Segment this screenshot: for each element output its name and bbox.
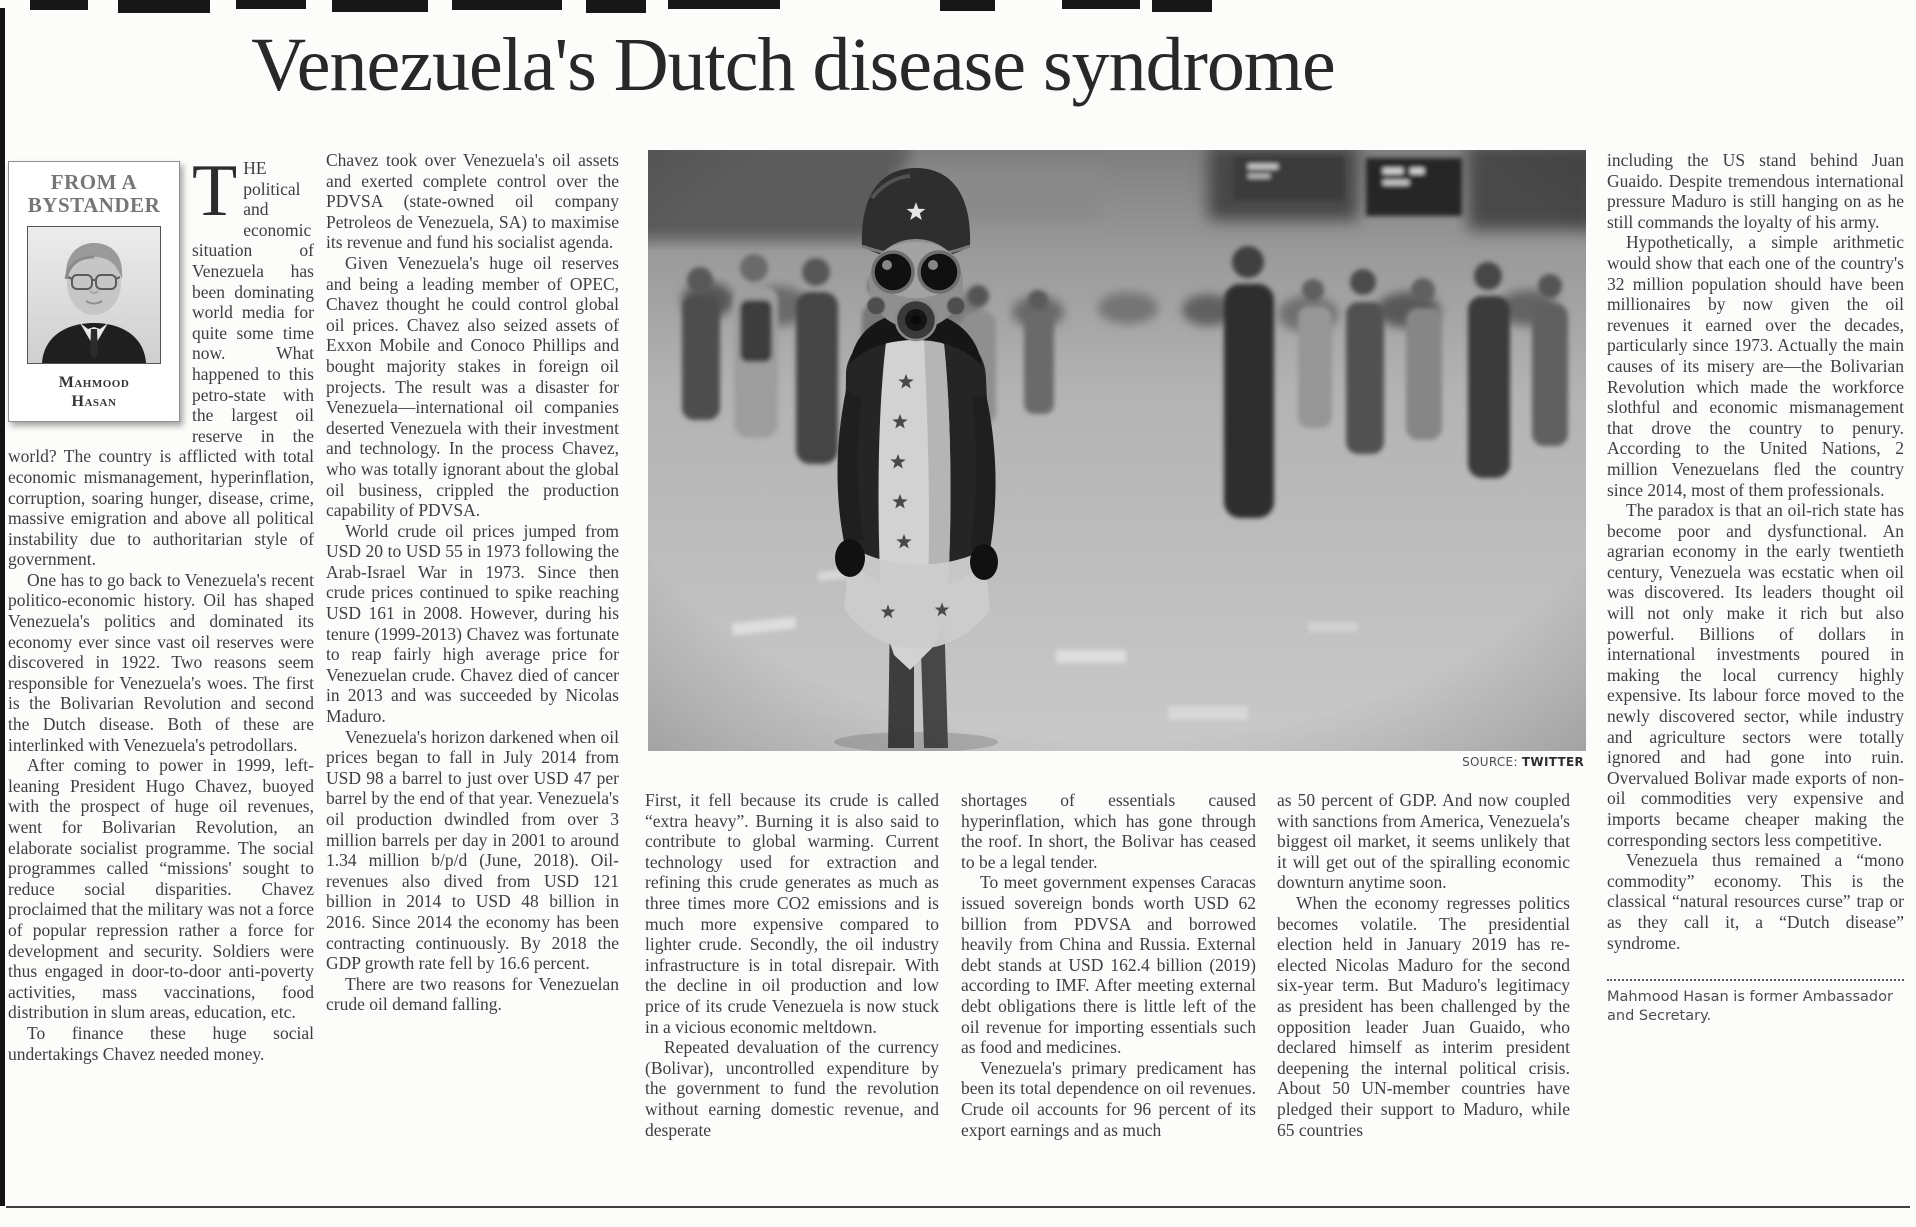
cropped-headline-fragment [332, 0, 428, 12]
column-kicker-line2: BYSTANDER [27, 193, 161, 217]
article-column-2 [326, 150, 619, 1015]
author-name-line1: Mahmood [58, 374, 130, 391]
cropped-headline-fragment [586, 0, 646, 13]
body-paragraph: One has to go back to Venezuela's recent politico-economic history. Oil has shaped Venezuela's politics and dominated its economy ever since vast oil reserves were discovered in 1922. Two reasons seem responsible for Venezuela's woes. The first is the Bolivarian Revolution and second the Dutch disease. Both of these are interlinked with Venezuela's petrodollars. [8, 569, 314, 755]
byline-box [8, 161, 180, 422]
body-paragraph: When the economy regresses politics becomes volatile. The presidential election held in January 2019 has re-elected Nicolas Maduro for the second six-year term. But Maduro's legitimacy as president has been challenged by the opposition leader Juan Guaido, who declared himself as interim president deepening the internal political crisis. About 50 UN-member countries have pledged their support to Maduro, while 65 countries [1277, 892, 1570, 1140]
drop-cap: T [192, 150, 238, 232]
cropped-headline-fragment [1062, 0, 1140, 9]
body-paragraph: First, it fell because its crude is called “extra heavy”. Burning it is also said to contribute to global warming. Current technology used for extraction and refining this crude generates as much as three times more CO2 emissions and is much more expensive compared to lighter crude. Secondly, the oil industry infrastructure is in total disrepair. With the decline in oil production and low price of its crude Venezuela is now stuck in a vicious economic meltdown. [645, 790, 939, 1037]
author-bio: Mahmood Hasan is former Ambassador and Secretary. [1607, 979, 1904, 1026]
body-paragraph: shortages of essentials caused hyperinflation, which has gone through the roof. In short, the Bolivar has ceased to be a legal tender. [961, 790, 1256, 872]
protest-photo-illustration [648, 150, 1586, 751]
protest-photo [648, 150, 1586, 751]
body-paragraph: World crude oil prices jumped from USD 20 to USD 55 in 1973 following the Arab-Israel War in 1973. Since then crude prices continued to spike reaching USD 161 in 2008. However, during his tenure (1999-2013) Chavez was fortunate to reap fairly high average price for Venezuelan crude. Chavez died of cancer in 2013 and was succeeded by Nicolas Maduro. [326, 520, 619, 727]
cropped-headline-fragment [940, 0, 995, 11]
body-paragraph: The paradox is that an oil-rich state has become poor and dysfunctional. An agrarian economy in the early twentieth century, Venezuela was ecstatic when oil was discovered. Its leaders thought oil will not only make it rich but also powerful. Billions of dollars in international investments poured in making the local currency highly expensive. Its labour force moved to the newly discovered sector, while industry and agriculture sectors were totally ignored and had gone into ruin. Overvalued Bolivar made exports of non-oil commodities very expensive and imports became cheaper making the corresponding sectors less competitive. [1607, 500, 1904, 850]
body-paragraph: as 50 percent of GDP. And now coupled with sanctions from America, Venezuela's biggest oil market, it seems unlikely that it will get out of the spiralling economic downturn anytime soon. [1277, 790, 1570, 893]
body-paragraph: Venezuela's primary predicament has been its total dependence on oil revenues. Crude oil accounts for 96 percent of its export earnings and as much [961, 1057, 1256, 1140]
body-paragraph: After coming to power in 1999, left-leaning President Hugo Chavez, buoyed with the prospect of huge oil revenues, went for Bolivarian Revolution, an elaborate socialist programme. The social programmes called “missions' sought to reduce social disparities. Chavez proclaimed that the military was not a force of popular repression rather a force for development and security. Soldiers were thus engaged in door-to-door anti-poverty activities, mass vaccinations, food distribution in slum areas, education, etc. [8, 755, 314, 1023]
article-column-4 [961, 790, 1256, 1140]
body-paragraph: Repeated devaluation of the currency (Bolivar), uncontrolled expenditure by the government to fund the revolution without earning domestic revenue, and desperate [645, 1037, 939, 1140]
photo-credit-source: TWITTER [1521, 755, 1584, 769]
page-left-rule [0, 8, 5, 1206]
body-paragraph: Venezuela thus remained a “mono commodity” economy. This is the classical “natural resources curse” trap or as they call it, a “Dutch disease” syndrome. [1607, 850, 1904, 953]
article-column-3 [645, 790, 939, 1140]
body-paragraph: To meet government expenses Caracas issued sovereign bonds worth USD 62 billion from PDVSA and borrowed heavily from China and Russia. External debt stands at USD 162.4 billion (2019) according to IMF. After meeting external debt obligations there is little left of the oil revenue for importing essentials such as food and medicines. [961, 872, 1256, 1058]
cropped-headline-fragment [118, 0, 210, 13]
body-paragraph: Venezuela's horizon darkened when oil prices began to fall in July 2014 from USD 98 a barrel to just over USD 47 per barrel by the end of that year. Venezuela's oil production dwindled from over 3 million barrels per day in 2001 to around 1.34 million b/p/d (June, 2018). Oil-revenues also dived from USD 121 billion in 2014 to USD 48 billion in 2016. Since 2014 the economy has been contracting continuously. By 2018 the GDP growth rate fell by 16.6 percent. [326, 726, 619, 974]
author-portrait-illustration [28, 227, 160, 363]
author-name-line2: Hasan [71, 393, 117, 410]
article-column-6 [1607, 150, 1904, 1026]
cropped-headline-fragment [452, 0, 562, 10]
article-column-1 [8, 150, 314, 1064]
body-text: HE political and economic situation of Venezuela has been dominating world media for quite some time now. What happened to this petro-state with the largest oil reserve in the world? The country is afflicted with total economic mismanagement, hyperinflation, corruption, soaring hunger, disease, crime, massive emigration and above all political instability due to authoritarian style of government. [8, 158, 314, 570]
body-paragraph: Chavez took over Venezuela's oil assets and exerted complete control over the PDVSA (state-owned oil company Petroleos de Venezuela, SA) to maximise its revenue and fund his socialist agenda. [326, 150, 619, 253]
body-paragraph: including the US stand behind Juan Guaido. Despite tremendous international pressure Maduro is still hanging on as he still commands the loyalty of his army. [1607, 150, 1904, 232]
body-paragraph: There are two reasons for Venezuelan crude oil demand falling. [326, 973, 619, 1015]
page-bottom-rule [6, 1206, 1910, 1208]
cropped-headline-fragment [668, 0, 780, 9]
article-column-5 [1277, 790, 1570, 1140]
column-kicker-line1: FROM A [50, 170, 138, 194]
cropped-headline-fragment [1152, 0, 1212, 12]
article-headline: Venezuela's Dutch disease syndrome [251, 23, 1335, 107]
author-portrait [27, 226, 161, 364]
cropped-headline-fragment [30, 0, 88, 10]
cropped-headline-fragment [236, 0, 306, 9]
photo-credit [1286, 755, 1584, 769]
body-paragraph: To finance these huge social undertakings Chavez needed money. [8, 1022, 314, 1064]
body-paragraph: Given Venezuela's huge oil reserves and being a leading member of OPEC, Chavez thought he could control global oil prices. Chavez also seized assets of Exxon Mobile and Conoco Phillips and bought majority stakes in foreign oil projects. The result was a disaster for Venezuela—international oil companies deserted Venezuela with their investment and technology. In the process Chavez, who was totally ignorant about the global oil business, crippled the production capability of PDVSA. [326, 252, 619, 521]
photo-credit-label: SOURCE: [1462, 755, 1518, 769]
body-paragraph: Hypothetically, a simple arithmetic would show that each one of the country's 32 million population should have been millionaires by now given the oil revenues it earned over the decades, particularly since 1973. Actually the main causes of its misery are—the Bolivarian Revolution which made the workforce slothful and economic mismanagement that drove the country to penury. According to the United Nations, 2 million Venezuelans fled the country since 2014, most of them professionals. [1607, 232, 1904, 500]
